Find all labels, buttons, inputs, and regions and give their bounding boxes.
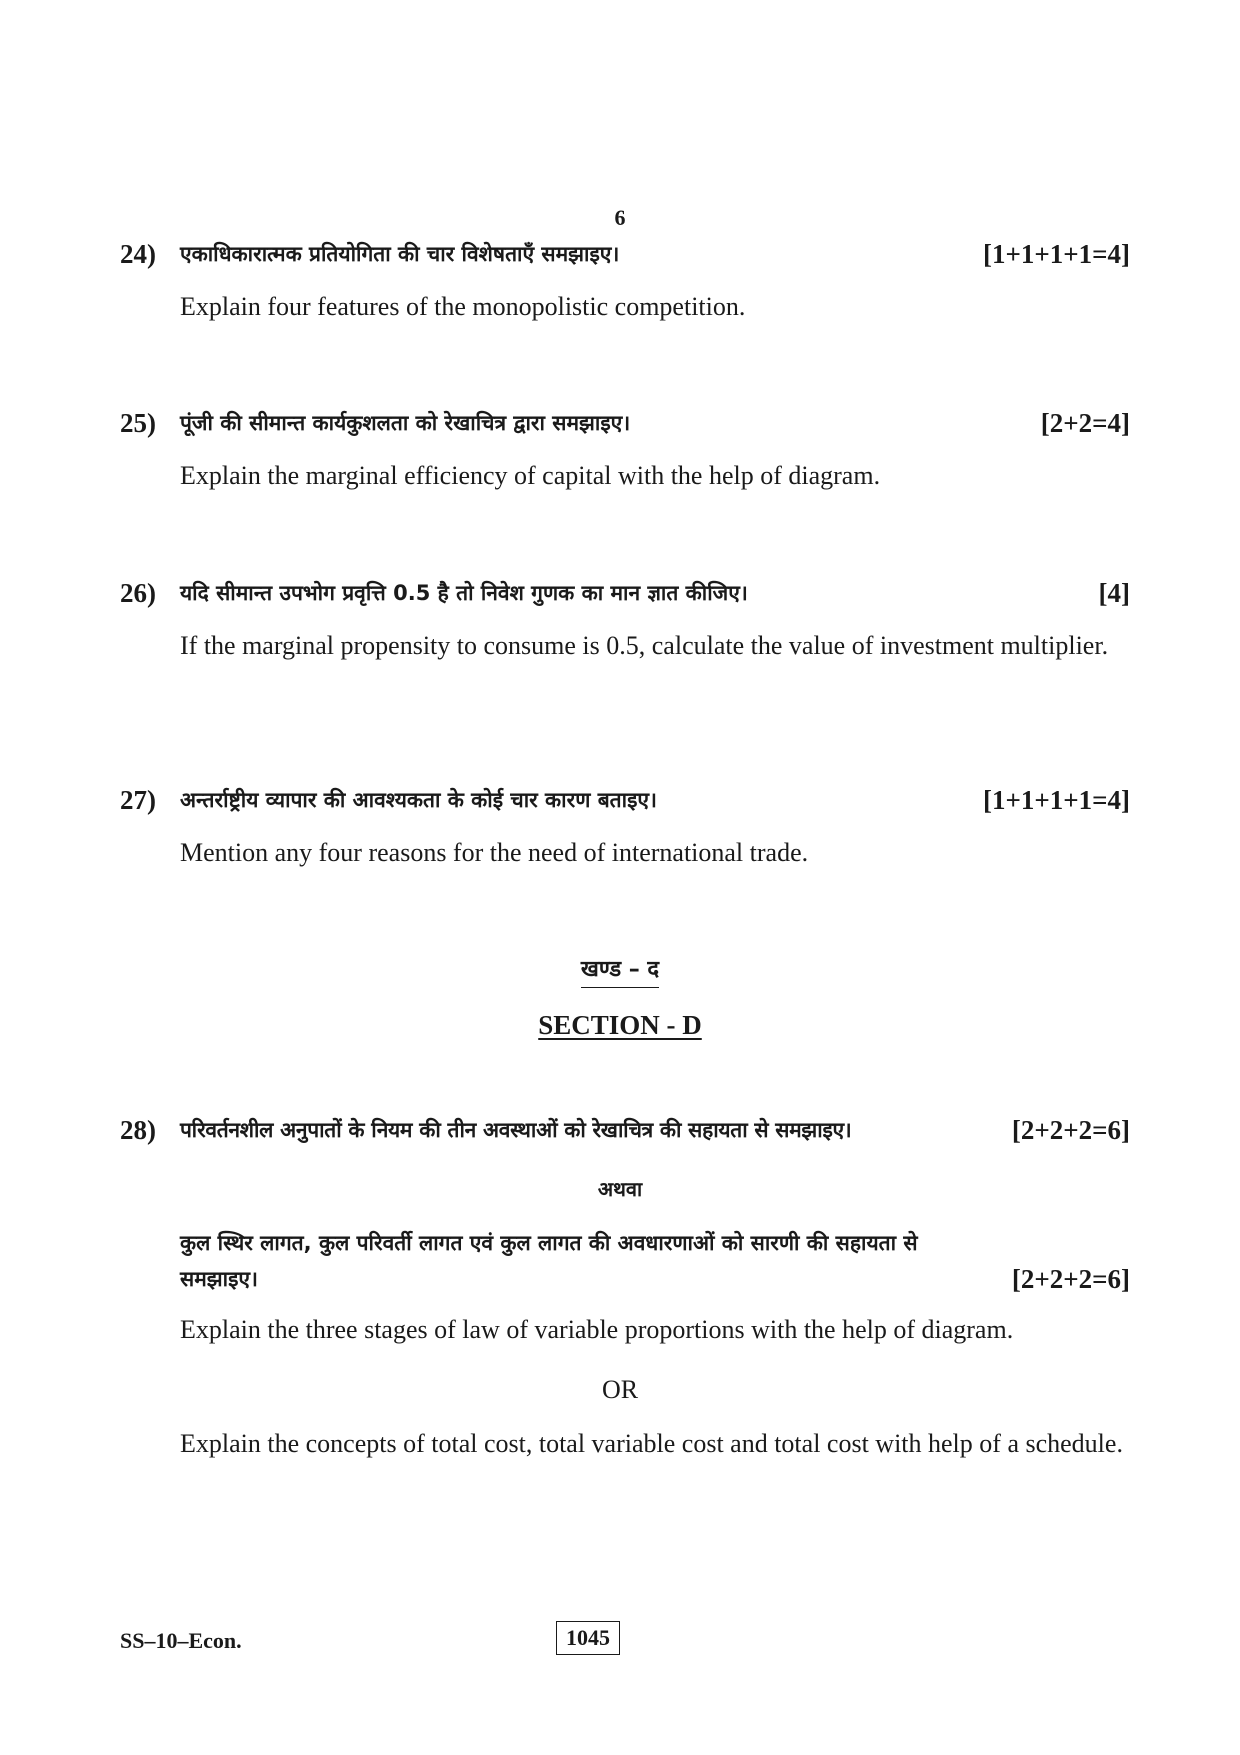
- question-number: 26): [120, 578, 156, 608]
- question-english-text: Explain the three stages of law of variable proportions with the help of diagram.: [180, 1315, 1014, 1344]
- question-english-text: If the marginal propensity to consume is 0.5, calculate the value of investment multiplier.: [180, 631, 1109, 660]
- question-hindi-text: पूंजी की सीमान्त कार्यकुशलता को रेखाचित्र द्वारा समझाइए।: [180, 411, 631, 435]
- question-hindi-text: परिवर्तनशील अनुपातों के नियम की तीन अवस्थाओं को रेखाचित्र की सहायता से समझाइए।: [180, 1118, 852, 1142]
- question-hindi-text: यदि सीमान्त उपभोग प्रवृत्ति 0.5 है तो निवेश गुणक का मान ज्ञात कीजिए।: [180, 581, 748, 605]
- question-marks: [4]: [1098, 578, 1130, 608]
- question-24: [120, 236, 1130, 326]
- alternative-hindi-line: समझाइए।: [180, 1267, 258, 1291]
- alternative-hindi-line: कुल स्थिर लागत, कुल परिवर्ती लागत एवं कुल लागत की अवधारणाओं को सारणी की सहायता से: [180, 1231, 918, 1255]
- alternative-question-marks: [2+2+2=6]: [1011, 1264, 1130, 1294]
- question-26: [120, 575, 1130, 665]
- question-marks: [1+1+1+1=4]: [982, 785, 1130, 815]
- question-number: 24): [120, 239, 156, 269]
- question-marks: [2+2=4]: [1040, 408, 1130, 438]
- paper-number-box: 1045: [556, 1621, 620, 1655]
- question-marks: [1+1+1+1=4]: [982, 239, 1130, 269]
- question-25: [120, 405, 1130, 495]
- question-number: 25): [120, 408, 156, 438]
- question-number: 28): [120, 1115, 156, 1145]
- question-marks: [2+2+2=6]: [1011, 1115, 1130, 1145]
- alternative-question-hindi: [180, 1225, 1130, 1297]
- section-heading-hindi: [0, 953, 1240, 988]
- alternative-question-english: Explain the concepts of total cost, total variable cost and total cost with help of a schedule.: [180, 1429, 1123, 1458]
- question-english-text: Explain four features of the monopolistic competition.: [180, 292, 746, 321]
- or-hindi: अथवा: [597, 1177, 643, 1201]
- question-27: [120, 782, 1130, 872]
- section-heading-english: [0, 1010, 1240, 1041]
- paper-code: SS–10–Econ.: [120, 1628, 242, 1653]
- question-number: 27): [120, 785, 156, 815]
- question-english-text: Explain the marginal efficiency of capital with the help of diagram.: [180, 461, 881, 490]
- question-english-text: Mention any four reasons for the need of international trade.: [180, 838, 809, 867]
- question-hindi-text: एकाधिकारात्मक प्रतियोगिता की चार विशेषताएँ समझाइए।: [180, 242, 620, 266]
- section-title-hindi: खण्ड – द: [581, 953, 659, 988]
- question-28: [120, 1112, 1130, 1148]
- or-english: OR: [601, 1375, 639, 1404]
- page-number: 6: [614, 205, 626, 230]
- question-hindi-text: अन्तर्राष्ट्रीय व्यापार की आवश्यकता के कोई चार कारण बताइए।: [180, 788, 657, 812]
- section-title-english: SECTION - D: [538, 1010, 702, 1040]
